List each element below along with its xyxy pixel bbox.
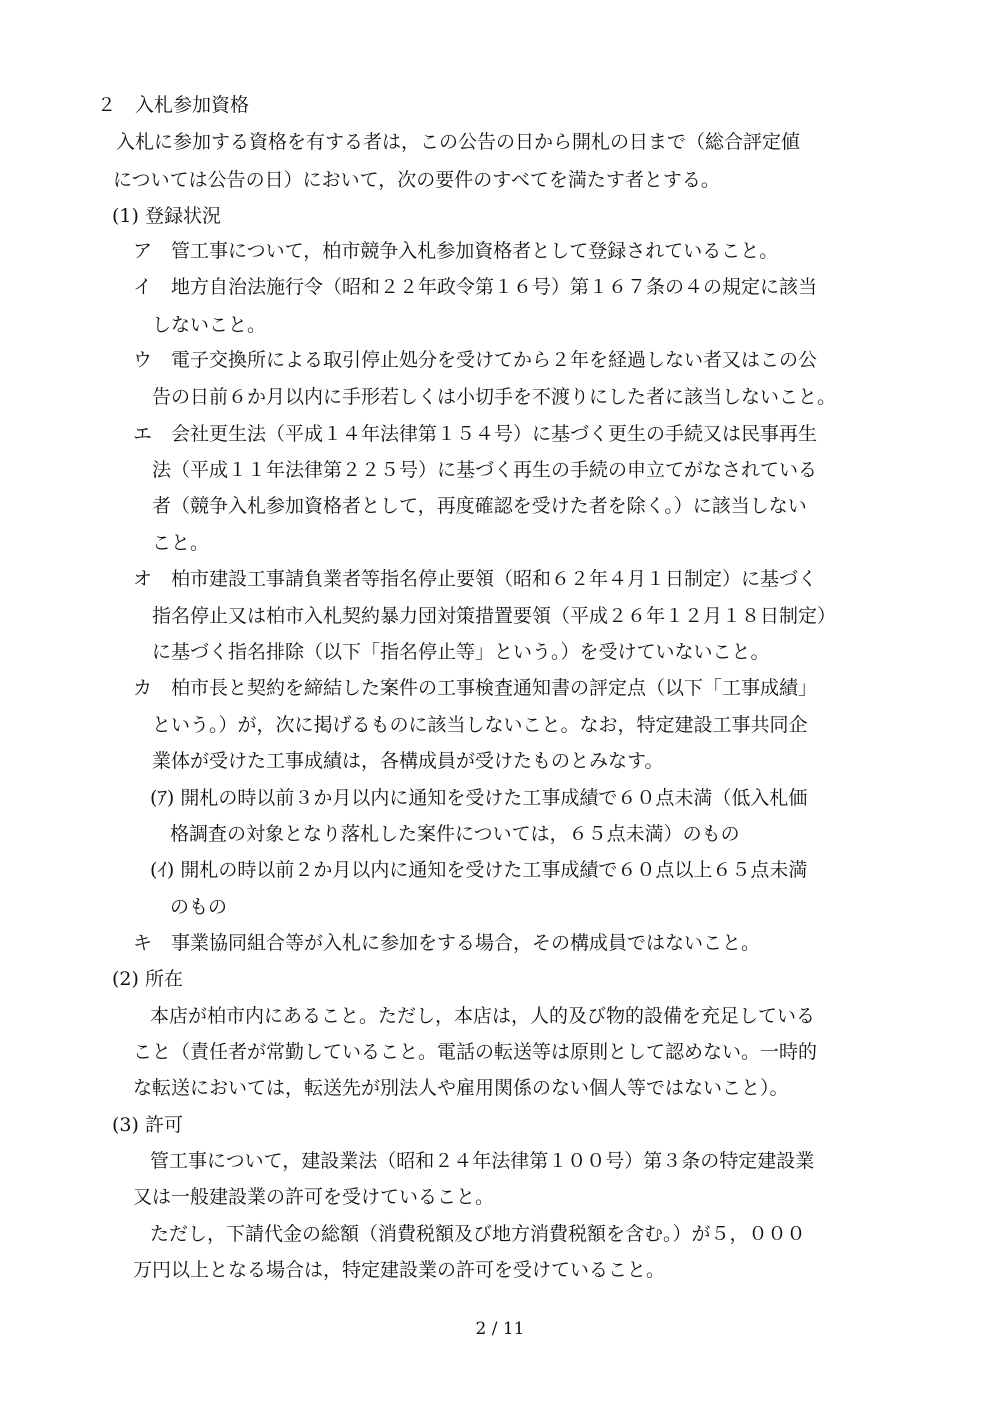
body-text-line: 本店が柏市内にあること。ただし，本店は，人的及び物的設備を充足している bbox=[150, 1005, 816, 1027]
sub-list-item: (ｲ) 開札の時以前２か月以内に通知を受けた工事成績で６０点以上６５点未満 bbox=[150, 859, 808, 881]
body-text-line: については公告の日）において，次の要件のすべてを満たす者とする。 bbox=[113, 169, 720, 191]
subsection-heading: (2) 所在 bbox=[112, 968, 183, 990]
sub-list-item: (ｱ) 開札の時以前３か月以内に通知を受けた工事成績で６０点未満（低入札価 bbox=[150, 787, 808, 809]
list-item-continuation: という。）が，次に掲げるものに該当しないこと。なお，特定建設工事共同企 bbox=[152, 714, 808, 736]
list-item-continuation: 者（競争入札参加資格者として，再度確認を受けた者を除く。）に該当しない bbox=[152, 495, 807, 517]
body-text-line: 管工事について，建設業法（昭和２４年法律第１００号）第３条の特定建設業 bbox=[150, 1150, 815, 1172]
subsection-heading: (3) 許可 bbox=[112, 1114, 183, 1136]
list-item-continuation: 業体が受けた工事成績は，各構成員が受けたものとみなす。 bbox=[152, 750, 664, 772]
list-item-continuation: しないこと。 bbox=[152, 314, 267, 336]
list-item: ア 管工事について，柏市競争入札参加資格者として登録されていること。 bbox=[133, 240, 779, 262]
body-text-line: ただし，下請代金の総額（消費税額及び地方消費税額を含む。）が５，０００ bbox=[150, 1223, 806, 1245]
list-item: エ 会社更生法（平成１４年法律第１５４号）に基づく更生の手続又は民事再生 bbox=[133, 423, 818, 445]
list-item: ウ 電子交換所による取引停止処分を受けてから２年を経過しない者又はこの公 bbox=[133, 349, 818, 371]
list-item-continuation: 法（平成１１年法律第２２５号）に基づく再生の手続の申立てがなされている bbox=[152, 459, 818, 481]
body-text-line: こと（責任者が常勤していること。電話の転送等は原則として認めない。一時的 bbox=[133, 1041, 818, 1063]
list-item-continuation: 告の日前６か月以内に手形若しくは小切手を不渡りにした者に該当しないこと。 bbox=[152, 386, 837, 408]
sub-list-item-continuation: 格調査の対象となり落札した案件については，６５点未満）のもの bbox=[170, 823, 740, 845]
list-item: イ 地方自治法施行令（昭和２２年政令第１６号）第１６７条の４の規定に該当 bbox=[133, 276, 818, 298]
list-item-continuation: こと。 bbox=[152, 532, 210, 554]
section-heading: ２ 入札参加資格 bbox=[97, 94, 250, 116]
list-item-continuation: に基づく指名排除（以下「指名停止等」という。）を受けていないこと。 bbox=[152, 641, 770, 663]
page-number: 2 / 11 bbox=[475, 1319, 525, 1339]
body-text-line: な転送においては，転送先が別法人や雇用関係のない個人等ではないこと）。 bbox=[133, 1077, 789, 1099]
body-text-line: 又は一般建設業の許可を受けていること。 bbox=[133, 1186, 495, 1208]
list-item: カ 柏市長と契約を締結した案件の工事検査通知書の評定点（以下「工事成績」 bbox=[133, 677, 818, 699]
list-item: オ 柏市建設工事請負業者等指名停止要領（昭和６２年４月１日制定）に基づく bbox=[133, 568, 818, 590]
sub-list-item-continuation: のもの bbox=[170, 896, 228, 918]
body-text-line: 入札に参加する資格を有する者は，この公告の日から開札の日まで（総合評定値 bbox=[116, 131, 801, 153]
list-item: キ 事業協同組合等が入札に参加をする場合，その構成員ではないこと。 bbox=[133, 932, 761, 954]
list-item-continuation: 指名停止又は柏市入札契約暴力団対策措置要領（平成２６年１２月１８日制定） bbox=[152, 605, 837, 627]
subsection-heading: (1) 登録状況 bbox=[112, 205, 221, 227]
body-text-line: 万円以上となる場合は，特定建設業の許可を受けていること。 bbox=[133, 1259, 666, 1281]
